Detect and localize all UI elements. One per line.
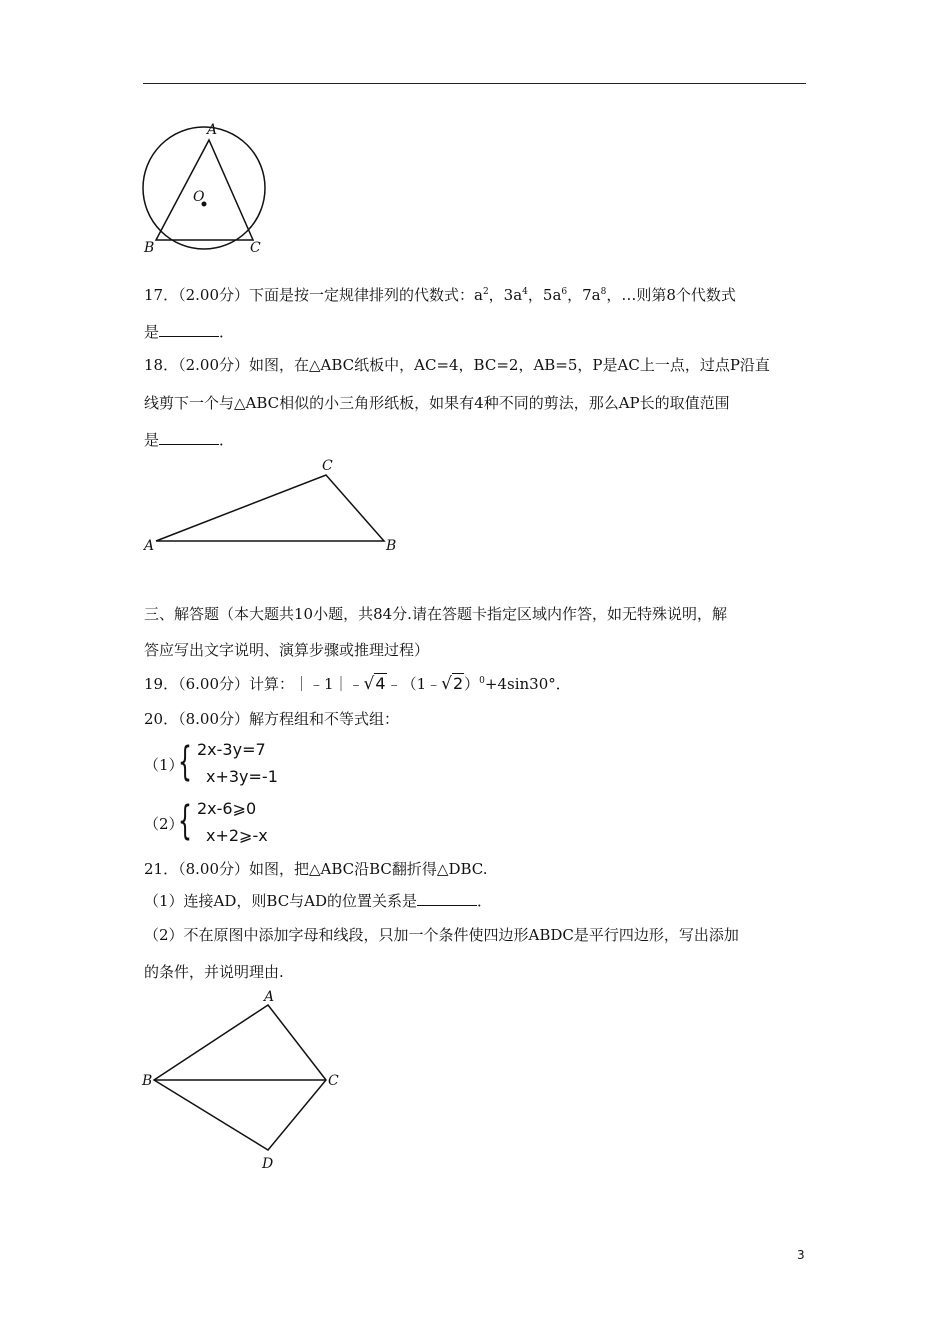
sqrt-symbol: √ [441,674,452,694]
label-c: C [322,458,333,474]
label-a: A [144,538,155,554]
question-20-line1: 20．（8.00分）解方程组和不等式组： [144,710,399,728]
answer-blank [159,430,219,445]
question-19: 19．（6.00分）计算：｜﹣1｜﹣√4﹣（1﹣√2）$^0$+4sin30°． [144,674,571,694]
label-a: A [207,122,218,138]
question-18-line1: 18．（2.00分）如图，在△ABC纸板中，AC=4，BC=2，AB=5，P是AC上一点，过点P沿直 [144,356,770,374]
equation-system-1: （1） { 2x-3y=7 x+3y=-1 [144,739,278,786]
figure-circle-triangle [136,118,276,258]
sqrt-symbol: √ [363,674,375,694]
question-18-line3: 是 ． [144,431,235,449]
question-17-line1: 17．（2.00分）下面是按一定规律排列的代数式：$a^2$，$3a^4$，$5a^6$，$7a^8$，…则第8个代数式 [144,286,736,304]
label-d: D [262,1156,274,1172]
answer-blank [417,891,477,906]
label-b: B [144,240,155,256]
label-c: C [328,1073,339,1089]
question-21-line3: （2）不在原图中添加字母和线段，只加一个条件使四边形ABDC是平行四边形，写出添加 [144,926,739,944]
section-3-line1: 三、解答题（本大题共10小题，共84分.请在答题卡指定区域内作答，如无特殊说明，解 [144,605,727,623]
question-21-line4: 的条件，并说明理由. [144,963,284,981]
figure-triangle-abc [140,455,410,555]
question-18-line2: 线剪下一个与△ABC相似的小三角形纸板，如果有4种不同的剪法，那么AP长的取值范围 [144,394,730,412]
label-c: C [250,240,261,256]
quadrilateral-outline [154,1005,326,1150]
brace: { [178,798,192,844]
header-rule [143,83,806,84]
question-17-line2: 是 ． [144,323,235,341]
label-o: O [193,189,205,205]
question-21-line1: 21．（8.00分）如图，把△ABC沿BC翻折得△DBC. [144,860,488,878]
triangle-outline [156,475,384,541]
inequality-system-2: （2） { 2x-6⩾0 x+2⩾-x [144,798,268,845]
page-number: 3 [797,1248,805,1262]
answer-blank [159,322,219,337]
figure-quadrilateral-abdc [140,988,350,1173]
label-a: A [264,989,275,1005]
label-b: B [142,1073,153,1089]
triangle-abc [156,140,253,240]
brace: { [178,739,192,785]
question-21-line2: （1）连接AD，则BC与AD的位置关系是 ． [144,892,493,910]
label-b: B [386,538,397,554]
section-3-line2: 答应写出文字说明、演算步骤或推理过程） [144,641,430,659]
